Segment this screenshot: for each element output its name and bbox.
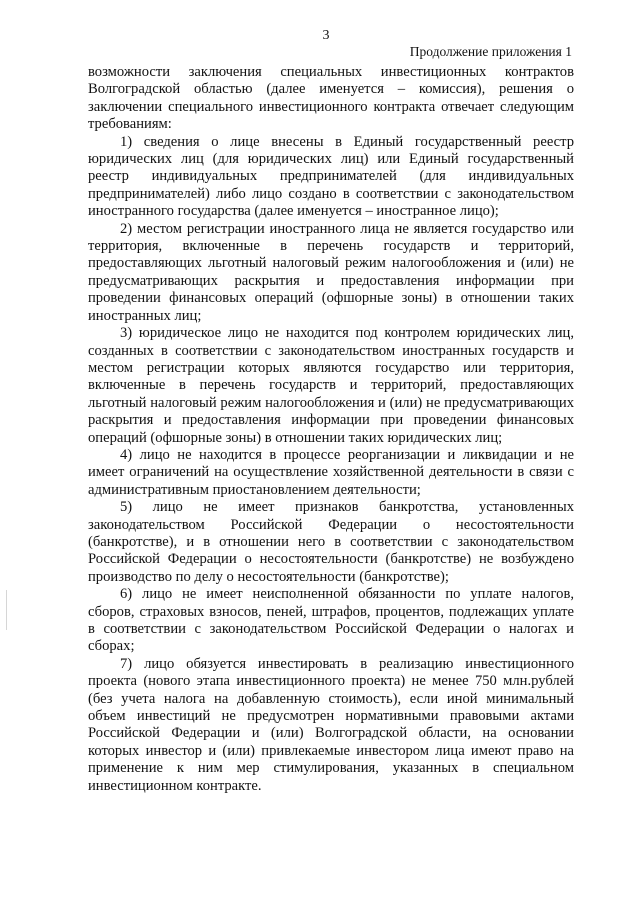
document-body [88,64,574,795]
scan-margin-mark [6,590,7,630]
requirement-item-7: 7) лицо обязуется инвестировать в реализацию инвестиционного проекта (нового этапа инвестиционного проекта) не менее 750 млн.рублей (без учета налога на добавленную стоимость), если иной минимальный объем инвестиций не предусмотрен нормативными правовыми актами Российской Федерации и (или) Волгоградской области, на основании которых инвестор и (или) привлекаемые инвестором лица имеют право на применение к ним мер стимулирования, указанных в специальном инвестиционном контракте. [88,655,574,794]
continuation-label: Продолжение приложения 1 [409,44,572,59]
requirement-item-1: 1) сведения о лице внесены в Единый государственный реестр юридических лиц (для юридических лиц) или Единый государственный реестр индивидуальных предпринимателей (для индивидуальных предпринимателей) либо лицо создано в соответствии с законодательством иностранного государства (далее именуется – иностранное лицо); [88,133,574,220]
intro-paragraph: возможности заключения специальных инвестиционных контрактов Волгоградской областью (далее именуется – комиссия), решения о заключении специального инвестиционного контракта отвечает следующим требованиям: [88,64,574,133]
requirement-item-6: 6) лицо не имеет неисполненной обязанности по уплате налогов, сборов, страховых взносов, пеней, штрафов, процентов, подлежащих уплате в соответствии с законодательством Российской Федерации о налогах и сборах; [88,586,574,655]
requirement-item-5: 5) лицо не имеет признаков банкротства, установленных законодательством Российской Федерации о несостоятельности (банкротстве), и в отношении него в соответствии с законодательством Российской Федерации о несостоятельности (банкротстве) не возбуждено производство по делу о несостоятельности (банкротстве); [88,499,574,585]
requirement-item-2: 2) местом регистрации иностранного лица не является государство или территория, включенные в перечень государств и территорий, предоставляющих льготный налоговый режим налогообложения и (или) не предусматривающих раскрытия и предоставления информации при проведении финансовых операций (офшорные зоны) в отношении таких иностранных лиц; [88,220,574,324]
requirement-item-4: 4) лицо не находится в процессе реорганизации и ликвидации и не имеет ограничений на осуществление хозяйственной деятельности в связи с административным приостановлением деятельности; [88,446,574,498]
requirement-item-3: 3) юридическое лицо не находится под контролем юридических лиц, созданных в соответствии с законодательством иностранных государств и местом регистрации которых являются государство или территория, включенные в перечень государств и территорий, предоставляющих льготный налоговый режим налогообложения и (или) не предусматривающих раскрытия и предоставления информации при проведении финансовых операций (офшорные зоны) в отношении таких юридических лиц; [88,325,574,446]
page-number: 3 [322,28,330,43]
